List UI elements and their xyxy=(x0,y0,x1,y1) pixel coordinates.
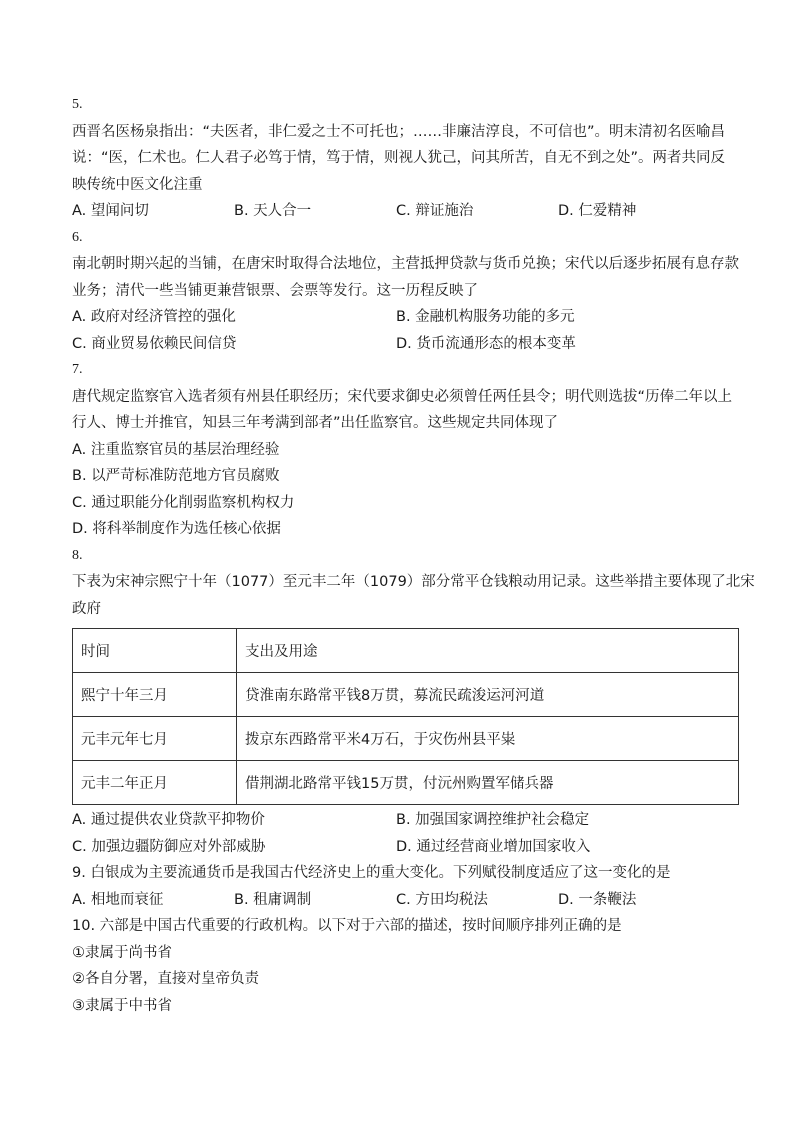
option-a[interactable]: A. 望闻问切 xyxy=(72,203,149,219)
records-table xyxy=(72,628,739,805)
options-row xyxy=(72,304,742,331)
options-row xyxy=(72,887,742,914)
question-7 xyxy=(72,357,742,543)
option-d[interactable]: D. 仁爱精神 xyxy=(558,203,637,219)
option-d[interactable]: D. 货币流通形态的根本变革 xyxy=(396,335,576,352)
option-c[interactable]: C. 通过职能分化削弱监察机构权力 xyxy=(72,494,295,511)
option-c[interactable]: C. 加强边疆防御应对外部威胁 xyxy=(72,838,266,855)
option-b[interactable]: B. 天人合一 xyxy=(234,203,312,219)
option-a[interactable]: A. 注重监察官员的基层治理经验 xyxy=(72,441,280,458)
question-stem-line: 行人、博士并推官，知县三年考满到部者”出任监察官。这些规定共同体现了 xyxy=(72,415,559,431)
option-d[interactable]: D. 将科举制度作为选任核心依据 xyxy=(72,521,281,537)
question-stem-line: 唐代规定监察官入选者须有州县任职经历；宋代要求御史必须曾任两任县令；明代则选拔“历俸二年以上 xyxy=(72,388,733,405)
statement-item: ①隶属于尚书省 xyxy=(72,944,172,961)
statement-item: ②各自分署，直接对皇帝负责 xyxy=(72,971,259,987)
question-number: 8. xyxy=(72,547,83,563)
question-stem-line: 下表为宋神宗熙宁十年（1077）至元丰二年（1079）部分常平仓钱粮动用记录。这些举措主要体现了北宋 xyxy=(72,574,755,590)
table-header-cell: 时间 xyxy=(73,629,237,673)
option-a[interactable]: A. 相地而衰征 xyxy=(72,891,164,908)
question-number: 5. xyxy=(72,97,83,112)
option-c[interactable]: C. 商业贸易依赖民间信贷 xyxy=(72,335,237,352)
question-stem-line: 映传统中医文化注重 xyxy=(72,176,203,193)
table-row xyxy=(73,673,739,717)
question-number: 6. xyxy=(72,229,83,245)
question-stem-line: 南北朝时期兴起的当铺，在唐宋时取得合法地位，主营抵押贷款与货币兑换；宋代以后逐步拓展有息存款 xyxy=(72,256,739,272)
question-5 xyxy=(72,92,742,225)
table-cell: 贷淮南东路常平钱8万贯，募流民疏浚运河河道 xyxy=(237,673,739,717)
question-stem-line: 说：“医，仁术也。仁人君子必笃于情，笃于情，则视人犹己，问其所苦，自无不到之处”。两者共同反 xyxy=(72,150,726,166)
option-c[interactable]: C. 方田均税法 xyxy=(396,891,488,908)
table-row xyxy=(73,761,739,805)
options-row xyxy=(72,834,742,861)
option-b[interactable]: B. 金融机构服务功能的多元 xyxy=(396,309,575,325)
exam-page xyxy=(72,92,755,1019)
option-b[interactable]: B. 加强国家调控维护社会稳定 xyxy=(396,812,590,828)
table-cell: 元丰二年正月 xyxy=(73,761,237,805)
question-stem-line: 政府 xyxy=(72,600,101,617)
table-cell: 借荆湖北路常平钱15万贯，付沅州购置军储兵器 xyxy=(237,761,739,805)
options-row xyxy=(72,331,742,358)
option-c[interactable]: C. 辩证施治 xyxy=(396,203,474,219)
question-10 xyxy=(72,913,742,1019)
table-cell: 元丰元年七月 xyxy=(73,717,237,761)
statement-item: ③隶属于中书省 xyxy=(72,997,172,1014)
question-stem-line: 西晋名医杨泉指出：“夫医者，非仁爱之士不可托也；……非廉洁淳良，不可信也”。明末清初名医喻昌 xyxy=(72,123,726,140)
table-cell: 拨京东西路常平米4万石，于灾伤州县平粜 xyxy=(237,717,739,761)
question-9 xyxy=(72,860,742,913)
question-stem-line: 业务；清代一些当铺更兼营银票、会票等发行。这一历程反映了 xyxy=(72,282,478,299)
option-a[interactable]: A. 通过提供农业贷款平抑物价 xyxy=(72,812,265,828)
option-a[interactable]: A. 政府对经济管控的强化 xyxy=(72,309,236,325)
table-cell: 熙宁十年三月 xyxy=(73,673,237,717)
question-stem-line: 9. 白银成为主要流通货币是我国古代经济史上的重大变化。下列赋役制度适应了这一变化的是 xyxy=(72,865,671,881)
options-row xyxy=(72,807,742,834)
table-row xyxy=(73,717,739,761)
option-b[interactable]: B. 租庸调制 xyxy=(234,891,312,908)
option-d[interactable]: D. 通过经营商业增加国家收入 xyxy=(396,838,591,855)
question-number: 7. xyxy=(72,362,83,377)
option-d[interactable]: D. 一条鞭法 xyxy=(558,891,637,908)
question-stem-line: 10. 六部是中国古代重要的行政机构。以下对于六部的描述，按时间顺序排列正确的是 xyxy=(72,918,622,934)
options-row xyxy=(72,198,742,225)
table-header-cell: 支出及用途 xyxy=(237,629,739,673)
table-header-row xyxy=(73,629,739,673)
option-b[interactable]: B. 以严苛标准防范地方官员腐败 xyxy=(72,468,280,484)
question-6 xyxy=(72,225,742,358)
question-8 xyxy=(72,543,755,861)
